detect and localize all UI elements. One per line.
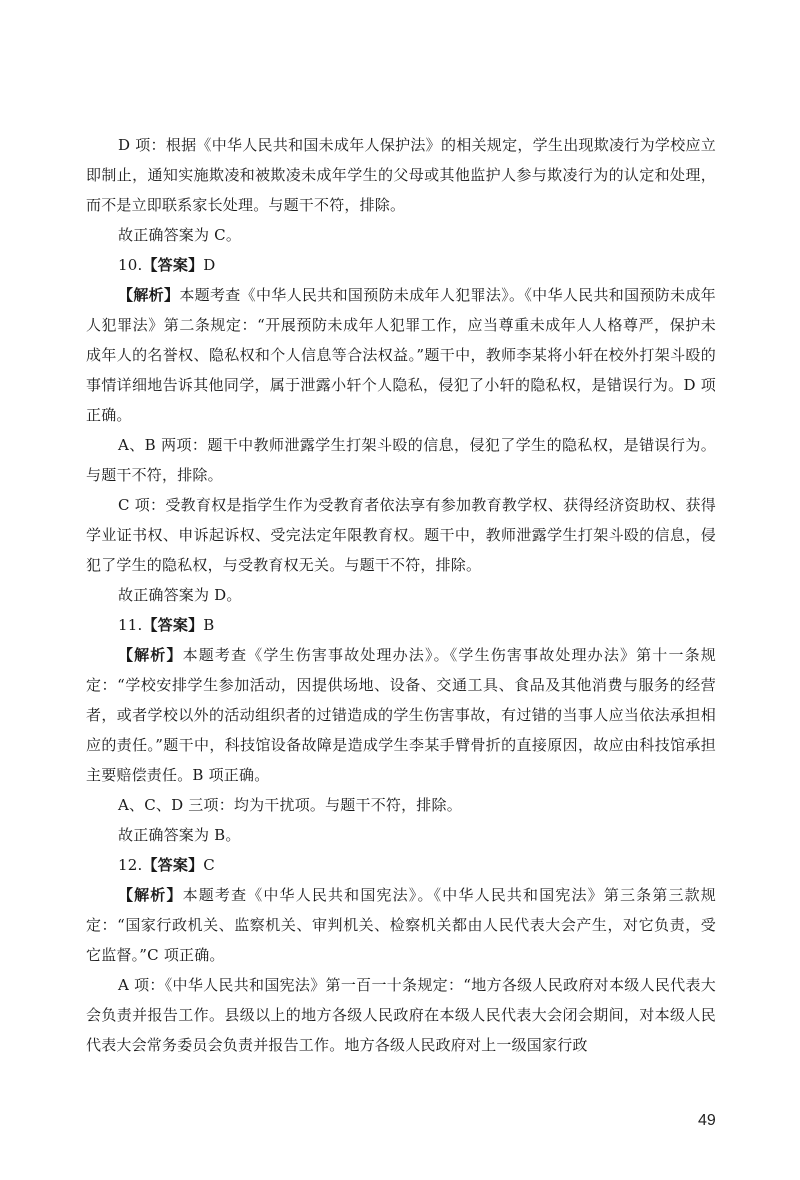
document-body bbox=[86, 130, 716, 1060]
paragraph-a-option: A 项：《中华人民共和国宪法》第一百一十条规定：“地方各级人民政府对本级人民代表大会负责并报告工作。县级以上的地方各级人民政府在本级人民代表大会闭会期间，对本级人民代表大会常务委员会负责并报告工作。地方各级人民政府对上一级国家行政 bbox=[86, 976, 716, 1054]
answer-heading-11: 11.【答案】B bbox=[118, 616, 215, 634]
paragraph-d-option: D 项：根据《中华人民共和国未成年人保护法》的相关规定，学生出现欺凌行为学校应立即制止，通知实施欺凌和被欺凌未成年学生的父母或其他监护人参与欺凌行为的认定和处理，而不是立即联系家长处理。与题干不符，排除。 bbox=[86, 136, 716, 214]
paragraph-answer-summary: 故正确答案为 C。 bbox=[118, 226, 242, 244]
answer-heading-10: 10.【答案】D bbox=[118, 256, 216, 274]
paragraph-answer-summary: 故正确答案为 D。 bbox=[118, 586, 242, 604]
paragraph-ab-option: A、B 两项：题干中教师泄露学生打架斗殴的信息，侵犯了学生的隐私权，是错误行为。与题干不符，排除。 bbox=[86, 436, 716, 484]
paragraph-answer-summary: 故正确答案为 B。 bbox=[118, 826, 241, 844]
answer-heading-12: 12.【答案】C bbox=[118, 856, 215, 874]
analysis-11: 【解析】本题考查《学生伤害事故处理办法》。《学生伤害事故处理办法》第十一条规定：“学校安排学生参加活动，因提供场地、设备、交通工具、食品及其他消费与服务的经营者，或者学校以外的活动组织者的过错造成的学生伤害事故，有过错的当事人应当依法承担相应的责任。”题干中，科技馆设备故障是造成学生李某手臂骨折的直接原因，故应由科技馆承担主要赔偿责任。B 项正确。 bbox=[86, 646, 716, 784]
paragraph-acd-option: A、C、D 三项：均为干扰项。与题干不符，排除。 bbox=[118, 796, 462, 814]
analysis-10: 【解析】本题考查《中华人民共和国预防未成年人犯罪法》。《中华人民共和国预防未成年人犯罪法》第二条规定：“开展预防未成年人犯罪工作，应当尊重未成年人人格尊严，保护未成年人的名誉权、隐私权和个人信息等合法权益。”题干中，教师李某将小轩在校外打架斗殴的事情详细地告诉其他同学，属于泄露小轩个人隐私，侵犯了小轩的隐私权，是错误行为。D 项正确。 bbox=[86, 286, 716, 424]
analysis-12: 【解析】本题考查《中华人民共和国宪法》。《中华人民共和国宪法》第三条第三款规定：“国家行政机关、监察机关、审判机关、检察机关都由人民代表大会产生，对它负责，受它监督。”C 项正确。 bbox=[86, 886, 716, 964]
page-number: 49 bbox=[698, 1112, 716, 1129]
paragraph-c-option: C 项：受教育权是指学生作为受教育者依法享有参加教育教学权、获得经济资助权、获得学业证书权、申诉起诉权、受完法定年限教育权。题干中，教师泄露学生打架斗殴的信息，侵犯了学生的隐私权，与受教育权无关。与题干不符，排除。 bbox=[86, 496, 716, 574]
